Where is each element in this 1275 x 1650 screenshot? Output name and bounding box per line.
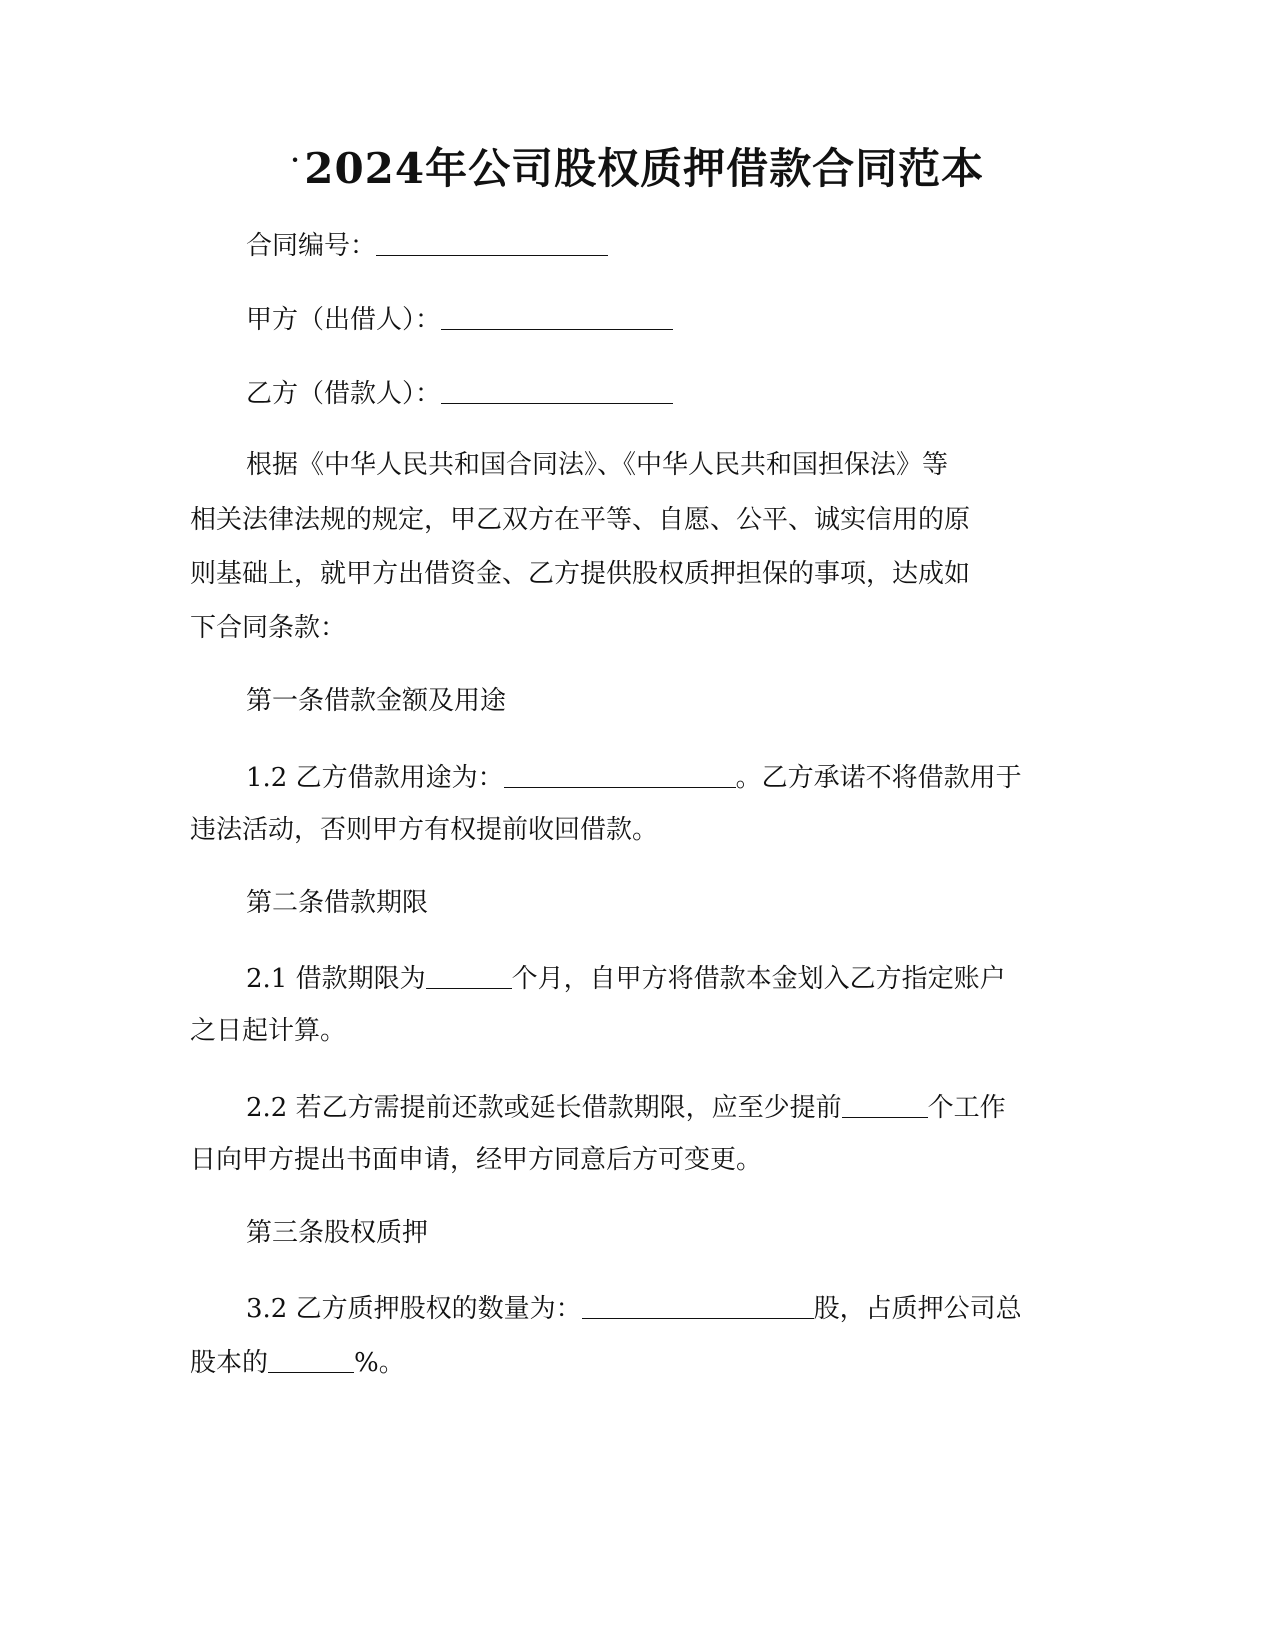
clause-1-2-line-1	[246, 763, 1146, 791]
clause-1-2-text-pre: 1.2 乙方借款用途为：	[246, 763, 504, 793]
contract-number-line	[246, 231, 1146, 259]
clause-3-2-text-pre: 3.2 乙方质押股权的数量为：	[246, 1294, 582, 1324]
party-b-label: 乙方（借款人）：	[246, 379, 442, 409]
party-b-line	[246, 379, 1146, 407]
clause-3-2-line-2-post: %。	[354, 1348, 405, 1378]
pledged-shares-blank[interactable]	[582, 1294, 814, 1319]
party-b-blank[interactable]	[441, 379, 673, 404]
clause-2-1-text-pre: 2.1 借款期限为	[246, 964, 426, 994]
party-a-line	[246, 305, 1146, 333]
article-2-heading: 第二条借款期限	[246, 888, 429, 918]
party-a-blank[interactable]	[441, 305, 673, 330]
preamble-line-1: 根据《中华人民共和国合同法》、《中华人民共和国担保法》等	[246, 450, 949, 480]
preamble-line-2: 相关法律法规的规定，甲乙双方在平等、自愿、公平、诚实信用的原	[190, 505, 971, 535]
loan-purpose-blank[interactable]	[504, 763, 736, 788]
clause-3-2-line-2	[190, 1348, 1090, 1376]
contract-number-label: 合同编号：	[246, 231, 377, 261]
clause-3-2-line-1	[246, 1294, 1146, 1322]
clause-1-2-text-post: 。乙方承诺不将借款用于	[735, 763, 1022, 793]
clause-2-2-line-1	[246, 1093, 1146, 1121]
notice-days-blank[interactable]	[842, 1093, 928, 1118]
title-text: 2024年公司股权质押借款合同范本	[304, 144, 985, 193]
clause-2-2-text-post: 个工作	[927, 1093, 1006, 1123]
contract-number-blank[interactable]	[376, 231, 608, 256]
clause-1-2-line-2: 违法活动，否则甲方有权提前收回借款。	[190, 815, 659, 845]
preamble-line-3: 则基础上，就甲方出借资金、乙方提供股权质押担保的事项，达成如	[190, 559, 971, 589]
share-percentage-blank[interactable]	[268, 1348, 354, 1373]
document-title	[0, 144, 1275, 193]
article-3-heading: 第三条股权质押	[246, 1218, 429, 1248]
clause-3-2-line-2-pre: 股本的	[190, 1348, 269, 1378]
clause-2-1-line-1	[246, 964, 1146, 992]
clause-2-1-line-2: 之日起计算。	[190, 1016, 347, 1046]
party-a-label: 甲方（出借人）：	[246, 305, 442, 335]
title-mark: ·	[290, 145, 301, 174]
clause-2-1-text-post: 个月，自甲方将借款本金划入乙方指定账户	[511, 964, 1006, 994]
preamble-line-4: 下合同条款：	[190, 613, 347, 643]
article-1-heading: 第一条借款金额及用途	[246, 686, 507, 716]
clause-3-2-text-post: 股，占质押公司总	[813, 1294, 1022, 1324]
clause-2-2-text-pre: 2.2 若乙方需提前还款或延长借款期限，应至少提前	[246, 1093, 842, 1123]
clause-2-2-line-2: 日向甲方提出书面申请，经甲方同意后方可变更。	[190, 1145, 763, 1175]
loan-term-months-blank[interactable]	[426, 964, 512, 989]
